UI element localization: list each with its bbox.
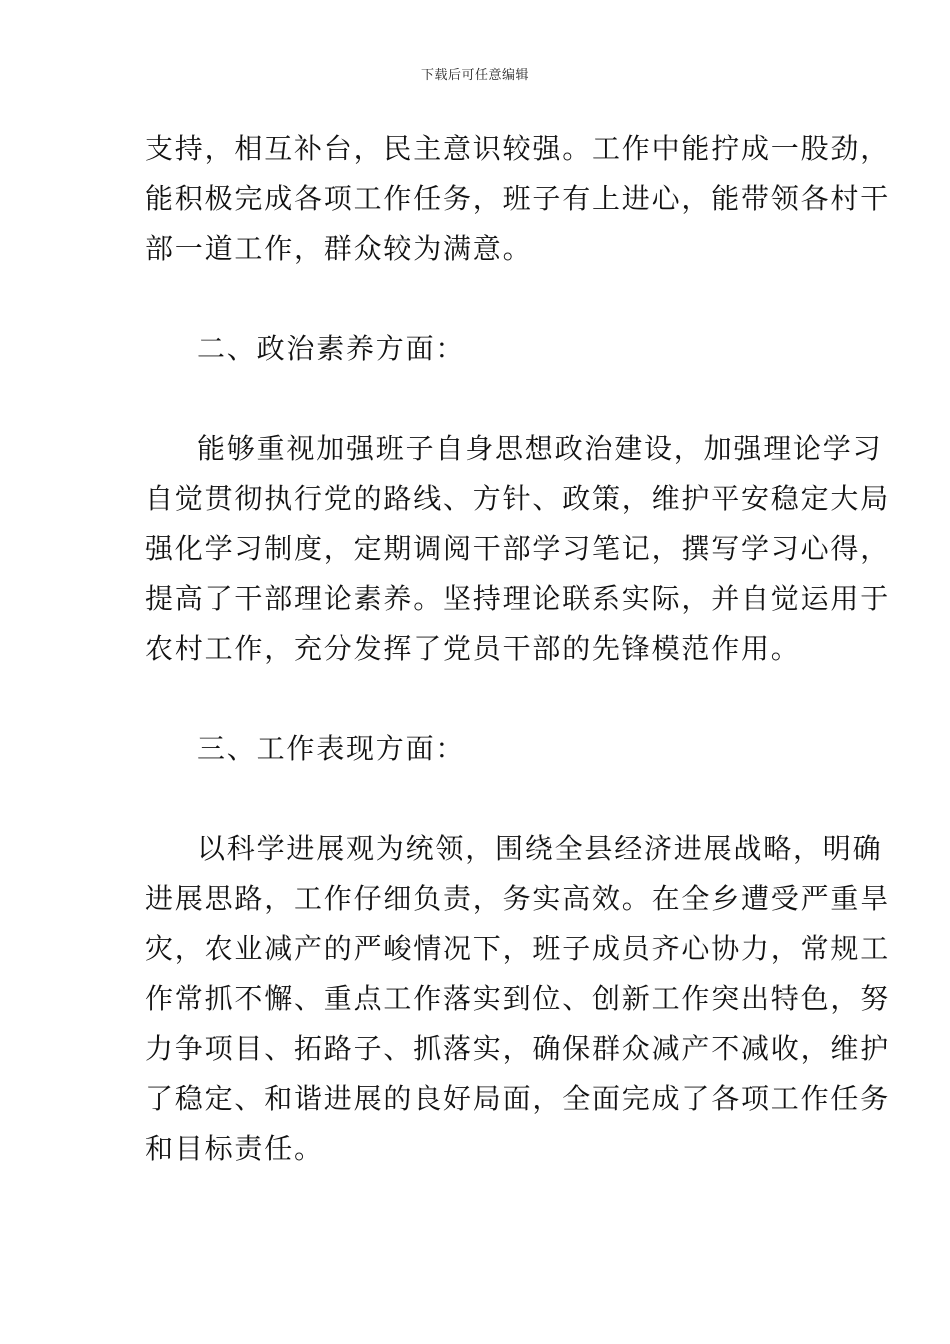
paragraph-2-line-3: 强化学习制度，定期调阅干部学习笔记，撰写学习心得， (145, 532, 891, 565)
paragraph-1-line-1: 支持，相互补台，民主意识较强。工作中能拧成一股劲， (145, 132, 891, 165)
paragraph-3-line-6: 了稳定、和谐进展的良好局面，全面完成了各项工作任务 (145, 1082, 891, 1115)
paragraph-1-line-3: 部一道工作，群众较为满意。 (145, 232, 533, 265)
page-header: 下载后可任意编辑 (420, 68, 529, 83)
paragraph-2-line-1: 能够重视加强班子自身思想政治建设，加强理论学习 (197, 432, 883, 465)
paragraph-3-line-7: 和目标责任。 (145, 1132, 324, 1165)
paragraph-1-line-2: 能积极完成各项工作任务，班子有上进心，能带领各村干 (145, 182, 891, 215)
paragraph-2-line-5: 农村工作，充分发挥了党员干部的先锋模范作用。 (145, 632, 801, 665)
paragraph-2-line-4: 提高了干部理论素养。坚持理论联系实际，并自觉运用于 (145, 582, 891, 615)
paragraph-3-line-2: 进展思路，工作仔细负责，务实高效。在全乡遭受严重旱 (145, 882, 891, 915)
paragraph-2-line-2: 自觉贯彻执行党的路线、方针、政策，维护平安稳定大局 (145, 482, 891, 515)
paragraph-3-line-1: 以科学进展观为统领，围绕全县经济进展战略，明确 (197, 832, 883, 865)
paragraph-3-line-5: 力争项目、拓路子、抓落实，确保群众减产不减收，维护 (145, 1032, 891, 1065)
section-heading-performance: 三、工作表现方面： (197, 732, 466, 765)
section-heading-political: 二、政治素养方面： (197, 332, 466, 365)
paragraph-3-line-3: 灾，农业减产的严峻情况下，班子成员齐心协力，常规工 (145, 932, 891, 965)
paragraph-3-line-4: 作常抓不懈、重点工作落实到位、创新工作突出特色，努 (145, 982, 891, 1015)
